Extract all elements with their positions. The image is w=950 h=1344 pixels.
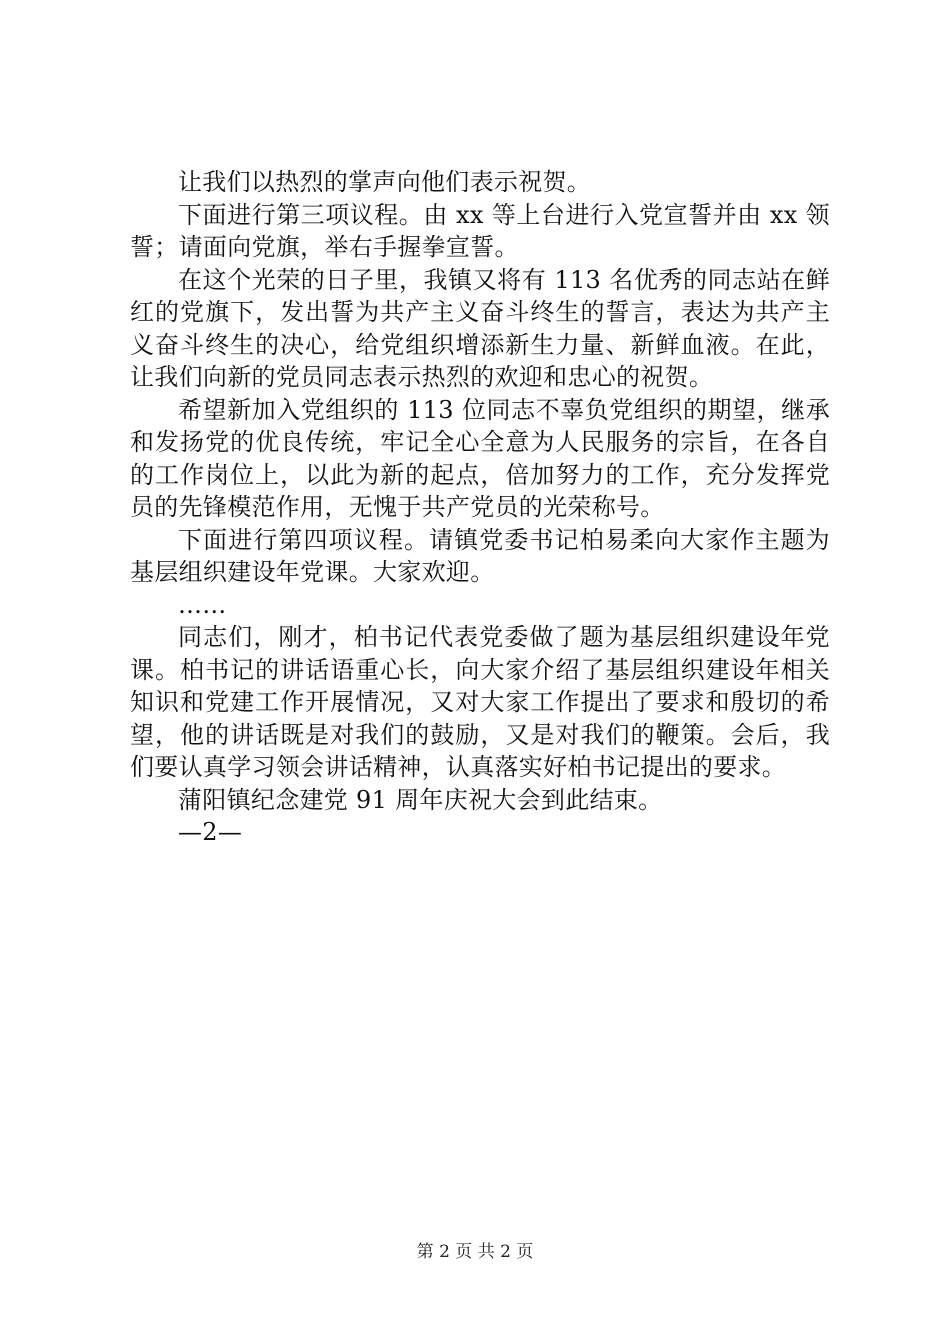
document-body xyxy=(130,166,830,849)
paragraph-3: 在这个光荣的日子里，我镇又将有 113 名优秀的同志站在鲜红的党旗下，发出誓为共产主义奋斗终生的誓言，表达为共产主义奋斗终生的决心，给党组织增添新生力量、新鲜血液。在此，让我们向新的党员同志表示热烈的欢迎和忠心的祝贺。 xyxy=(130,265,830,391)
page-footer: 第 2 页 共 2 页 xyxy=(416,1242,534,1262)
inline-page-number: —2— xyxy=(178,818,243,846)
paragraph-2: 下面进行第三项议程。由 xx 等上台进行入党宣誓并由 xx 领誓；请面向党旗，举右手握拳宣誓。 xyxy=(130,200,830,261)
closing-line: 蒲阳镇纪念建党 91 周年庆祝大会到此结束。 xyxy=(178,785,663,814)
paragraph-4: 希望新加入党组织的 113 位同志不辜负党组织的期望，继承和发扬党的优良传统，牢记全心全意为人民服务的宗旨，在各自的工作岗位上，以此为新的起点，倍加努力的工作，充分发挥党员的先锋模范作用，无愧于共产党员的光荣称号。 xyxy=(130,395,830,521)
paragraph-1: 让我们以热烈的掌声向他们表示祝贺。 xyxy=(178,168,592,196)
paragraph-5: 下面进行第四项议程。请镇党委书记柏易柔向大家作主题为基层组织建设年党课。大家欢迎。 xyxy=(130,525,830,586)
ellipsis-line: …… xyxy=(178,590,227,619)
paragraph-6: 同志们，刚才，柏书记代表党委做了题为基层组织建设年党课。柏书记的讲话语重心长，向大家介绍了基层组织建设年相关知识和党建工作开展情况，又对大家工作提出了要求和殷切的希望，他的讲话既是对我们的鼓励，又是对我们的鞭策。会后，我们要认真学习领会讲话精神，认真落实好柏书记提出的要求。 xyxy=(130,623,830,781)
